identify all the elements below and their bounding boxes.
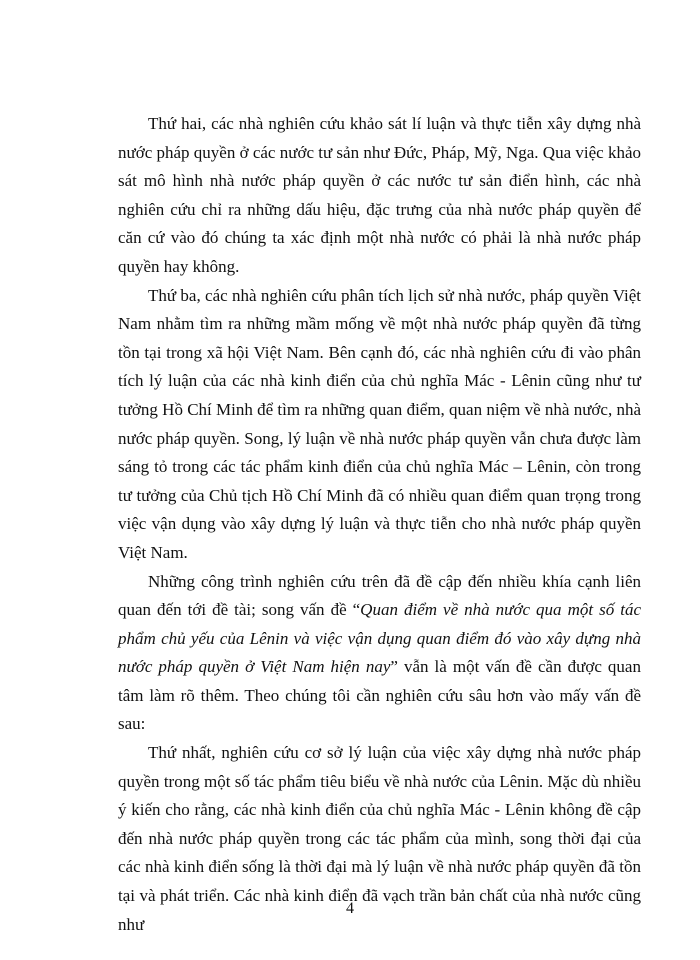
paragraph-thu-hai: Thứ hai, các nhà nghiên cứu khảo sát lí luận và thực tiễn xây dựng nhà nước pháp quyền ở các nước tư sản như Đức, Pháp, Mỹ, Nga. Qua việc khảo sát mô hình nhà nước pháp quyền ở các nước tư sản điển hình, các nhà nghiên cứu chỉ ra những dấu hiệu, đặc trưng của nhà nước pháp quyền để căn cứ vào đó chúng ta xác định một nhà nước có phải là nhà nước pháp quyền hay không. (118, 114, 641, 276)
page-body (118, 110, 641, 939)
paragraph-text-before-quote: Những công trình nghiên cứu trên đã đề cập đến nhiều khía cạnh liên quan đến tới đề tài; song vấn đề “ (118, 571, 641, 620)
paragraph-text-after-quote: ” vẫn là một vấn đề cần được quan tâm làm rõ thêm. Theo chúng tôi cần nghiên cứu sâu hơn vào mấy vấn đề sau: (118, 657, 641, 734)
paragraph-nhung-cong-trinh (118, 568, 641, 740)
italic-thesis-title: Quan điểm về nhà nước qua một số tác phẩm chủ yếu của Lênin và việc vận dụng quan điểm đó vào xây dựng nhà nước pháp quyền ở Việt Nam hiện nay (118, 600, 641, 677)
paragraph-thu-ba: Thứ ba, các nhà nghiên cứu phân tích lịch sử nhà nước, pháp quyền Việt Nam nhằm tìm ra những mầm mống về một nhà nước pháp quyền đã từng tồn tại trong xã hội Việt Nam. Bên cạnh đó, các nhà nghiên cứu đi vào phân tích lý luận của các nhà kinh điển của chủ nghĩa Mác - Lênin cũng như tư tưởng Hồ Chí Minh để tìm ra những quan điểm, quan niệm về nhà nước, nhà nước pháp quyền. Song, lý luận về nhà nước pháp quyền vẫn chưa được làm sáng tỏ trong các tác phẩm kinh điển của chủ nghĩa Mác – Lênin, còn trong tư tưởng của Chủ tịch Hồ Chí Minh đã có nhiều quan điểm quan trọng trong việc vận dụng vào xây dựng lý luận và thực tiễn cho nhà nước pháp quyền Việt Nam. (118, 285, 641, 562)
paragraph-thu-nhat: Thứ nhất, nghiên cứu cơ sở lý luận của việc xây dựng nhà nước pháp quyền trong một số tác phẩm tiêu biểu về nhà nước của Lênin. Mặc dù nhiều ý kiến cho rằng, các nhà kinh điển của chủ nghĩa Mác - Lênin không đề cập đến nhà nước pháp quyền trong các tác phẩm của mình, song thời đại của các nhà kinh điển sống là thời đại mà lý luận về nhà nước pháp quyền đã tồn tại và phát triển. Các nhà kinh điển đã vạch trần bản chất của nhà nước cũng như (118, 743, 641, 934)
page-number: 4 (346, 900, 354, 917)
